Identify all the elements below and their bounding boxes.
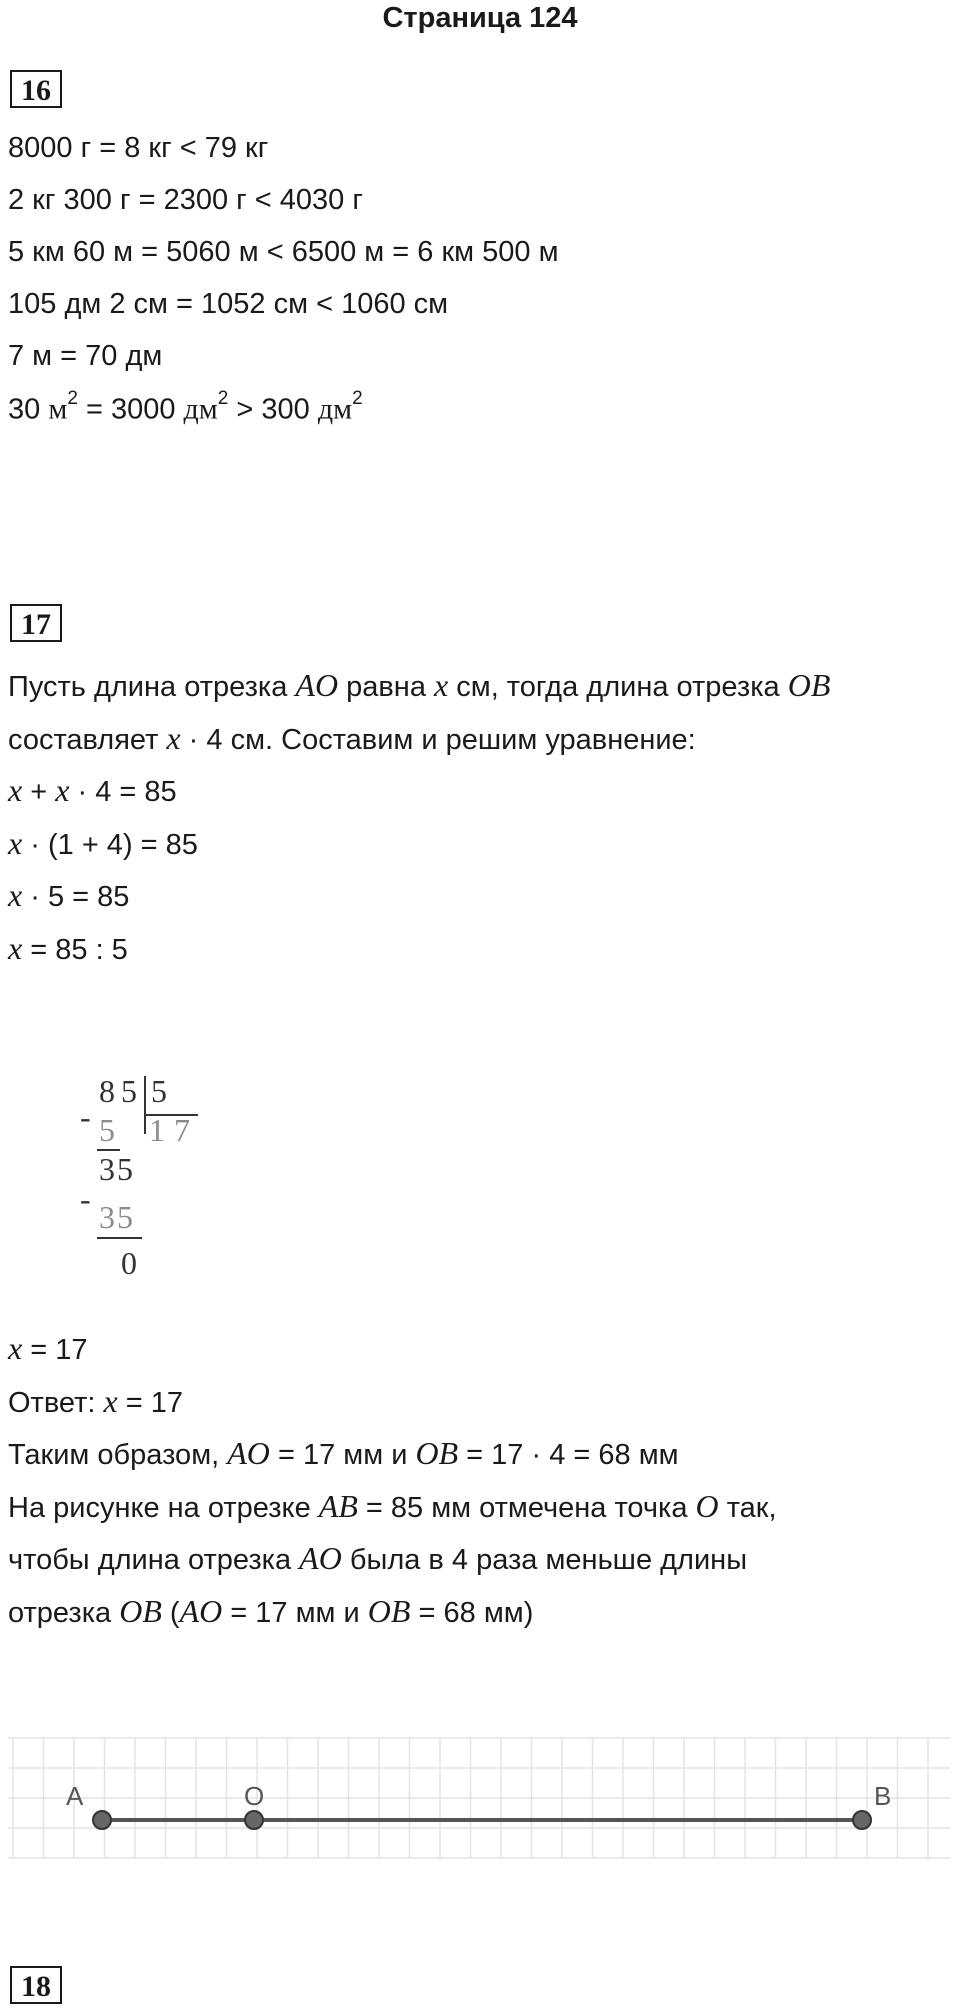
text-fragment: = 3000 xyxy=(77,393,184,426)
math-variable: x xyxy=(166,719,181,756)
text-fragment: · 4 = 85 xyxy=(69,776,177,808)
ld-minus-sign-1: - xyxy=(80,1099,91,1135)
ld-minus-sign-2: - xyxy=(80,1181,91,1217)
math-variable: AO xyxy=(227,1435,270,1471)
ld-step2-subtrahend-2: 5 xyxy=(117,1199,133,1235)
text-line xyxy=(8,930,128,967)
math-variable: x xyxy=(55,772,70,808)
grid-lines xyxy=(8,1738,950,1858)
text-fragment: равна xyxy=(338,671,434,703)
point-b xyxy=(853,1811,871,1829)
math-variable: x xyxy=(434,667,449,703)
math-variable: OB xyxy=(367,1592,411,1629)
text-fragment: 105 дм 2 см = 1052 см < 1060 см xyxy=(8,288,449,320)
text-fragment: 8000 г = 8 кг < 79 кг xyxy=(8,132,269,164)
text-line xyxy=(8,388,363,427)
point-label-o: O xyxy=(244,1781,265,1811)
ld-quotient-digit-2: 7 xyxy=(174,1112,190,1148)
text-fragment: = 17 · 4 = 68 мм xyxy=(458,1439,679,1471)
text-fragment: так, xyxy=(718,1491,777,1524)
text-line xyxy=(8,1330,88,1367)
text-fragment: На рисунке на отрезке xyxy=(8,1491,319,1524)
ld-final-remainder: 0 xyxy=(121,1245,137,1281)
text-fragment: + xyxy=(22,776,56,808)
text-fragment: = 17 мм и xyxy=(269,1439,416,1471)
text-fragment: = 17 xyxy=(117,1386,183,1419)
text-line xyxy=(8,132,268,165)
superscript: 2 xyxy=(352,388,363,409)
text-line xyxy=(8,1540,747,1577)
math-variable: x xyxy=(8,877,23,913)
math-variable: OB xyxy=(119,1592,162,1629)
point-o xyxy=(245,1811,263,1829)
text-line xyxy=(8,825,198,862)
text-fragment: составляет xyxy=(8,723,167,756)
math-unit: м xyxy=(48,392,68,426)
text-fragment: Таким образом, xyxy=(8,1439,228,1471)
math-variable: AO xyxy=(299,1540,342,1576)
ld-step2-digit-1: 3 xyxy=(99,1151,115,1187)
text-fragment: = 17 мм и xyxy=(222,1596,368,1629)
text-line xyxy=(8,236,559,269)
text-fragment: · (1 + 4) = 85 xyxy=(22,828,198,861)
text-line xyxy=(8,1593,533,1630)
ld-step1-subtrahend: 5 xyxy=(99,1112,115,1148)
point-a xyxy=(93,1811,111,1829)
ld-dividend-digit-2: 5 xyxy=(121,1073,137,1109)
text-fragment: = 17 xyxy=(22,1334,88,1366)
math-variable: x xyxy=(8,772,23,808)
math-variable: AO xyxy=(295,667,339,703)
ld-dividend-digit-1: 8 xyxy=(99,1073,115,1109)
task-number-17: 17 xyxy=(10,604,62,642)
ld-divisor: 5 xyxy=(151,1073,167,1109)
math-variable: x xyxy=(103,1382,118,1419)
long-division xyxy=(70,1070,210,1310)
text-line xyxy=(8,772,177,809)
text-fragment: ( xyxy=(161,1596,180,1629)
text-fragment: > 300 xyxy=(228,393,318,426)
text-fragment: Пусть длина отрезка xyxy=(8,671,296,703)
point-label-a: A xyxy=(66,1781,84,1811)
text-fragment: отрезка xyxy=(8,1596,120,1629)
text-fragment: · 5 = 85 xyxy=(22,881,130,913)
text-fragment: была в 4 раза меньше длины xyxy=(341,1544,748,1576)
text-fragment: Ответ: xyxy=(8,1386,104,1419)
text-line xyxy=(8,1488,777,1525)
math-unit: дм xyxy=(317,392,353,426)
text-fragment: чтобы длина отрезка xyxy=(8,1544,300,1576)
text-line xyxy=(8,1383,183,1420)
math-variable: OB xyxy=(787,667,831,703)
ld-step2-digit-2: 5 xyxy=(117,1151,133,1187)
math-variable: O xyxy=(695,1487,719,1524)
task-number-16: 16 xyxy=(10,70,62,108)
math-variable: x xyxy=(8,1330,23,1366)
math-variable: AB xyxy=(318,1487,358,1524)
text-fragment: 30 xyxy=(8,393,49,426)
text-line xyxy=(8,667,830,704)
text-fragment: 5 км 60 м = 5060 м < 6500 м = 6 км 500 м xyxy=(8,236,559,268)
text-fragment: · 4 см. Составим и решим уравнение: xyxy=(180,723,696,756)
math-variable: x xyxy=(8,824,23,861)
text-line xyxy=(8,184,363,217)
math-variable: x xyxy=(8,929,23,966)
text-line xyxy=(8,288,448,321)
math-variable: AO xyxy=(179,1592,223,1629)
text-fragment: = 85 мм отмечена точка xyxy=(357,1491,696,1524)
ld-quotient-digit-1: 1 xyxy=(149,1112,165,1148)
superscript: 2 xyxy=(217,388,229,409)
page-title: Страница 124 xyxy=(382,2,578,34)
text-fragment: = 85 : 5 xyxy=(22,933,128,966)
superscript: 2 xyxy=(67,388,78,409)
segment-figure xyxy=(8,1728,950,1870)
text-line xyxy=(8,1435,679,1472)
math-variable: OB xyxy=(415,1435,459,1471)
text-fragment: 2 кг 300 г = 2300 г < 4030 г xyxy=(8,184,363,216)
text-fragment: 7 м = 70 дм xyxy=(8,340,163,372)
text-line xyxy=(8,720,696,757)
text-fragment: см, тогда длина отрезка xyxy=(448,671,788,703)
point-label-b: B xyxy=(874,1781,892,1811)
ld-step2-subtrahend-1: 3 xyxy=(99,1199,115,1235)
text-fragment: = 68 мм) xyxy=(410,1596,534,1629)
text-line xyxy=(8,877,129,914)
task-number-18: 18 xyxy=(10,1966,62,2004)
text-line xyxy=(8,340,162,373)
math-unit: дм xyxy=(183,392,218,426)
